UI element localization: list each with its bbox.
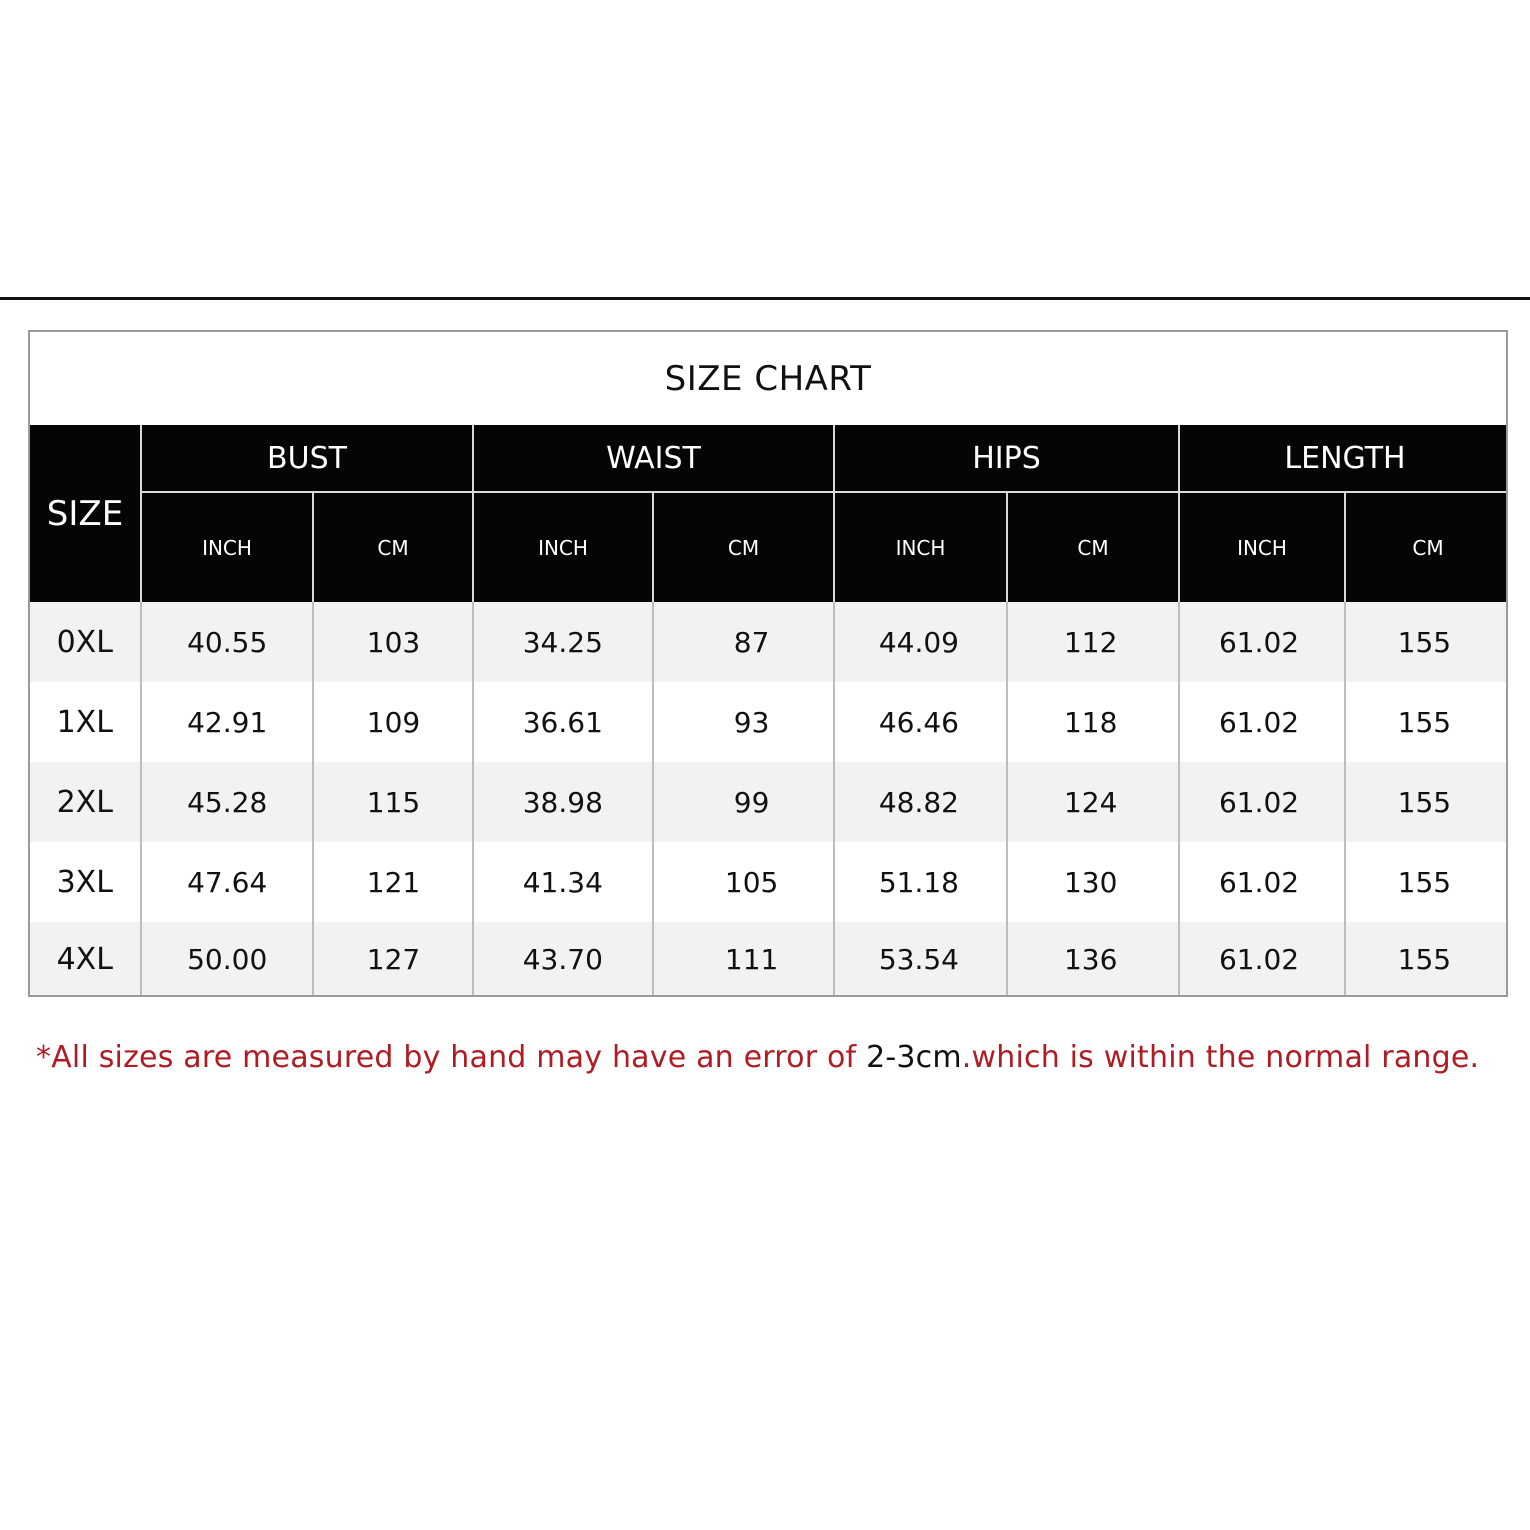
size-cell: 4XL bbox=[56, 942, 113, 977]
bust-cm-cell: 109 bbox=[366, 705, 421, 739]
length-inch-cell: 61.02 bbox=[1218, 625, 1300, 659]
grid-line bbox=[1178, 602, 1180, 997]
header-divider bbox=[140, 425, 142, 602]
grid-line bbox=[1006, 602, 1008, 997]
length-cm-cell: 155 bbox=[1397, 625, 1452, 659]
bust-cm-cell: 127 bbox=[366, 943, 421, 976]
header-divider bbox=[312, 493, 314, 602]
bust-inch-cell: 50.00 bbox=[187, 943, 268, 976]
note-text-part2: 2-3cm bbox=[866, 1040, 962, 1075]
size-cell: 0XL bbox=[56, 624, 113, 660]
waist-inch-cell: 38.98 bbox=[522, 785, 603, 819]
header-divider bbox=[1344, 493, 1346, 602]
table-body bbox=[30, 602, 1506, 997]
length-inch-cell: 61.02 bbox=[1218, 865, 1300, 899]
hips-cm-cell: 112 bbox=[1063, 625, 1118, 659]
hips-cm-cell: 136 bbox=[1063, 943, 1118, 976]
size-cell: 2XL bbox=[56, 784, 113, 820]
note-text-part3: .which is within the normal range. bbox=[961, 1040, 1480, 1075]
bust-cm-cell: 115 bbox=[366, 785, 421, 819]
size-cell: 3XL bbox=[56, 864, 113, 900]
header-divider bbox=[142, 491, 1508, 493]
header-divider bbox=[652, 493, 654, 602]
waist-inch-cell: 43.70 bbox=[522, 943, 603, 976]
grid-line bbox=[472, 602, 474, 997]
hips-cm-cell: 124 bbox=[1063, 785, 1118, 819]
size-column-header: SIZE bbox=[46, 493, 124, 534]
hips-inch-cell: 51.18 bbox=[878, 865, 959, 899]
grid-line bbox=[140, 602, 142, 997]
bust-inch-cell: 42.91 bbox=[187, 705, 268, 739]
waist-inch-cell: 34.25 bbox=[522, 625, 603, 659]
top-divider-line bbox=[0, 297, 1530, 300]
waist-inch-cell: 36.61 bbox=[522, 705, 603, 739]
unit-header-length-inch: INCH bbox=[1237, 536, 1287, 560]
size-chart-table bbox=[28, 330, 1508, 997]
hips-inch-cell: 48.82 bbox=[878, 785, 959, 819]
size-cell: 1XL bbox=[56, 704, 113, 740]
hips-cm-cell: 118 bbox=[1063, 705, 1118, 739]
group-header-waist: WAIST bbox=[606, 440, 701, 476]
table-row bbox=[30, 922, 1506, 997]
length-cm-cell: 155 bbox=[1397, 865, 1452, 899]
table-row bbox=[30, 842, 1506, 922]
header-divider bbox=[1178, 425, 1180, 602]
length-cm-cell: 155 bbox=[1397, 785, 1452, 819]
grid-line bbox=[652, 602, 654, 997]
unit-header-waist-cm: CM bbox=[727, 536, 760, 560]
header-divider bbox=[1006, 493, 1008, 602]
table-row bbox=[30, 682, 1506, 762]
bust-cm-cell: 121 bbox=[366, 865, 421, 899]
unit-header-bust-cm: CM bbox=[377, 536, 409, 560]
header-divider bbox=[472, 425, 474, 602]
grid-line bbox=[1344, 602, 1346, 997]
length-inch-cell: 61.02 bbox=[1218, 785, 1300, 819]
grid-line bbox=[833, 602, 835, 997]
table-header bbox=[30, 425, 1506, 602]
group-header-length: LENGTH bbox=[1284, 440, 1406, 476]
group-header-bust: BUST bbox=[267, 440, 347, 476]
length-cm-cell: 155 bbox=[1397, 705, 1452, 739]
length-inch-cell: 61.02 bbox=[1218, 943, 1300, 976]
unit-header-length-cm: CM bbox=[1412, 536, 1444, 560]
measurement-note bbox=[36, 1040, 1506, 1080]
waist-cm-cell: 105 bbox=[724, 865, 779, 899]
header-divider bbox=[833, 425, 835, 602]
waist-inch-cell: 41.34 bbox=[522, 865, 603, 899]
hips-inch-cell: 46.46 bbox=[878, 705, 959, 739]
unit-header-hips-cm: CM bbox=[1077, 536, 1109, 560]
unit-header-hips-inch: INCH bbox=[895, 536, 946, 560]
hips-inch-cell: 53.54 bbox=[878, 943, 959, 976]
grid-line bbox=[312, 602, 314, 997]
hips-cm-cell: 130 bbox=[1063, 865, 1118, 899]
length-inch-cell: 61.02 bbox=[1218, 705, 1300, 739]
table-row bbox=[30, 762, 1506, 842]
group-header-hips: HIPS bbox=[972, 440, 1041, 476]
bust-inch-cell: 47.64 bbox=[187, 865, 268, 899]
bust-inch-cell: 45.28 bbox=[187, 785, 268, 819]
length-cm-cell: 155 bbox=[1397, 943, 1452, 976]
table-row bbox=[30, 602, 1506, 682]
waist-cm-cell: 111 bbox=[724, 943, 779, 976]
note-text-part1: *All sizes are measured by hand may have an error of bbox=[36, 1040, 867, 1075]
bust-inch-cell: 40.55 bbox=[187, 625, 268, 659]
waist-cm-cell: 93 bbox=[733, 705, 770, 739]
chart-title: SIZE CHART bbox=[664, 358, 872, 399]
waist-cm-cell: 87 bbox=[733, 625, 770, 659]
waist-cm-cell: 99 bbox=[733, 785, 770, 819]
hips-inch-cell: 44.09 bbox=[878, 625, 959, 659]
unit-header-waist-inch: INCH bbox=[538, 536, 588, 560]
bust-cm-cell: 103 bbox=[366, 625, 421, 659]
unit-header-bust-inch: INCH bbox=[202, 536, 252, 560]
